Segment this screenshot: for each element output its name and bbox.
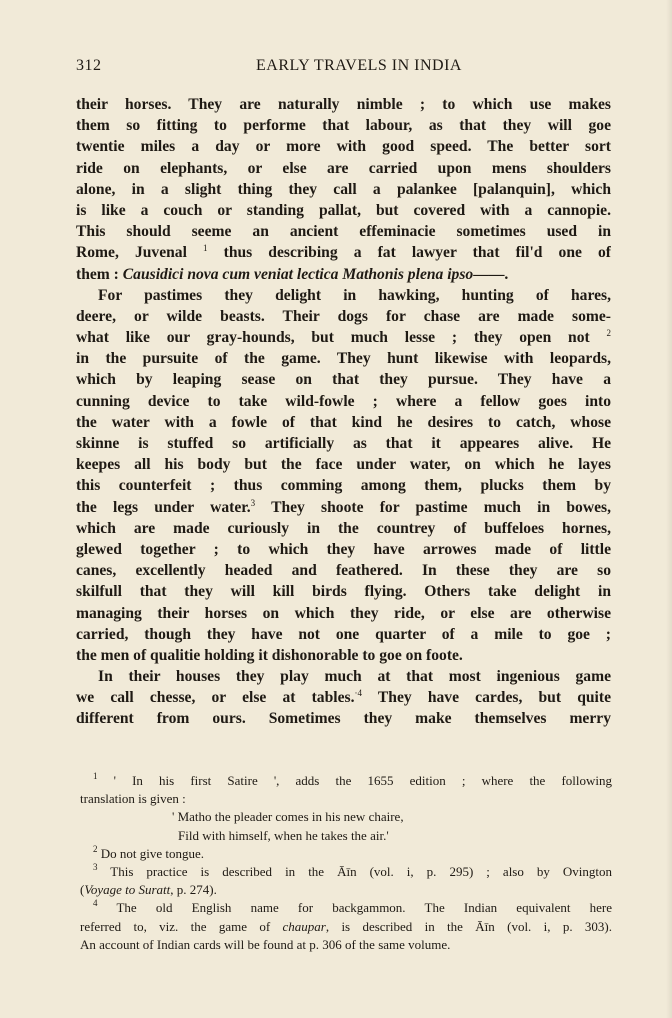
text-line: In their houses they play much at that most ingenious game	[98, 668, 611, 686]
page-header	[76, 57, 612, 81]
footnote-line	[80, 863, 612, 881]
text-line: their horses. They are naturally nimble ; to which use makes	[76, 96, 611, 113]
text-fragment: we call chesse, or else at tables.	[76, 689, 355, 707]
footnote-ref: 3	[250, 497, 256, 508]
text-line: For pastimes they delight in hawking, hunting of hares,	[98, 286, 611, 304]
footnote-text: ' In his first Satire ', adds the 1655 edition ; where the following	[113, 773, 612, 788]
text-fragment: them :	[76, 265, 123, 283]
footnote-ref: 2	[606, 328, 611, 339]
text-line: canes, excellently headed and feathered. In these they are so	[76, 562, 611, 580]
text-line	[76, 687, 611, 708]
text-line: keepes all his body but the face under water, on which he layes	[76, 456, 611, 474]
text-line: carried, though they have not one quarter of a mile to goe ;	[76, 625, 611, 643]
footnote-line: An account of Indian cards will be found at p. 306 of the same volume.	[80, 936, 451, 952]
text-line: is like a couch or standing pallat, but covered with a cannopie.	[76, 201, 611, 219]
text-line: this counterfeit ; thus comming among them, plucks them by	[76, 477, 611, 495]
text-line: This should seeme an ancient effeminacie sometimes used in	[76, 223, 611, 241]
body-text	[76, 94, 611, 730]
text-line: the men of qualitie holding it dishonorable to goe on foote.	[76, 646, 463, 664]
footnote-mark: 4	[93, 899, 98, 909]
footnote-verse: Fild with himself, when he takes the air.'	[178, 827, 389, 843]
footnote-text: The old English name for backgammon. The Indian equivalent here	[116, 900, 612, 916]
text-fragment: They have cardes, but quite	[377, 689, 611, 707]
footnote-text: Do not give tongue.	[100, 845, 205, 861]
footnote-line	[80, 881, 612, 899]
running-title: EARLY TRAVELS IN INDIA	[256, 57, 462, 74]
text-line: them so fitting to performe that labour, as that they will goe	[76, 117, 611, 135]
footnote-line	[80, 845, 612, 863]
text-line	[76, 497, 611, 518]
text-line: which are made curiously in the countrey of buffeloes hornes,	[76, 519, 611, 537]
text-line: ride on elephants, or else are carried upon mens shoulders	[76, 159, 611, 177]
text-line: twentie miles a day or more with good speed. The better sort	[76, 138, 611, 156]
text-line: different from ours. Sometimes they make themselves merry	[76, 710, 611, 728]
footnote-text: referred to, viz. the game of	[80, 918, 283, 934]
footnote-mark: 2	[93, 844, 98, 854]
text-fragment: They shoote for pastime much in bowes,	[271, 498, 611, 516]
footnote-line	[80, 899, 612, 917]
footnote-text: , p. 274).	[170, 882, 217, 898]
text-line: deere, or wilde beasts. Their dogs for chase are made some-	[76, 307, 611, 325]
text-line: which by leaping sease on that they pursue. They have a	[76, 371, 611, 389]
footnote-verse: ' Matho the pleader comes in his new chaire,	[172, 809, 404, 825]
footnote-title: Voyage to Suratt	[84, 882, 171, 898]
text-line: skinne is stuffed so artificially as that it appeares alive. He	[76, 435, 611, 452]
footnote-ref: ·4	[354, 688, 362, 699]
footnote-term: chaupar	[282, 918, 326, 934]
text-fragment: Rome, Juvenal	[76, 244, 187, 262]
text-line: skilfull that they will kill birds flying. Others take delight in	[76, 583, 611, 601]
footnote-text: This practice is described in the Āīn (vol. i, p. 295) ; also by Ovington	[110, 863, 612, 879]
page-edge-shadow	[666, 0, 672, 1018]
footnote-text: (	[80, 882, 85, 898]
footnote-line	[80, 918, 612, 936]
footnote-line: translation is given :	[80, 791, 186, 807]
footnote-ref: 1	[203, 243, 208, 254]
text-line: the water with a fowle of that kind he desires to catch, whose	[76, 413, 611, 431]
text-line: cunning device to take wild-fowle ; where a fellow goes into	[76, 392, 611, 410]
footnotes	[80, 772, 612, 954]
text-line	[76, 264, 611, 285]
footnote-line	[80, 772, 612, 790]
text-line: alone, in a slight thing they call a palankee [palanquin], which	[76, 180, 611, 198]
text-line: managing their horses on which they ride, or else are otherwise	[76, 604, 611, 622]
text-fragment: ——.	[473, 265, 509, 283]
footnote-mark: 3	[93, 862, 98, 872]
footnote-text: , is described in the Āīn (vol. i, p. 303).	[325, 918, 612, 934]
text-line: in the pursuite of the game. They hunt likewise with leopards,	[76, 350, 611, 368]
page-number: 312	[76, 57, 102, 74]
text-fragment: what like our gray-hounds, but much lesse ; they open not	[76, 329, 590, 347]
text-line: glewed together ; to which they have arrowes made of little	[76, 540, 611, 558]
latin-quote: Causidici nova cum veniat lectica Mathonis plena ipso	[122, 265, 474, 283]
text-line	[76, 327, 611, 348]
text-line	[76, 242, 611, 263]
text-fragment: the legs under water.	[76, 498, 251, 516]
text-fragment: thus describing a fat lawyer that fil'd one of	[223, 244, 611, 262]
footnote-mark: 1	[93, 772, 98, 781]
